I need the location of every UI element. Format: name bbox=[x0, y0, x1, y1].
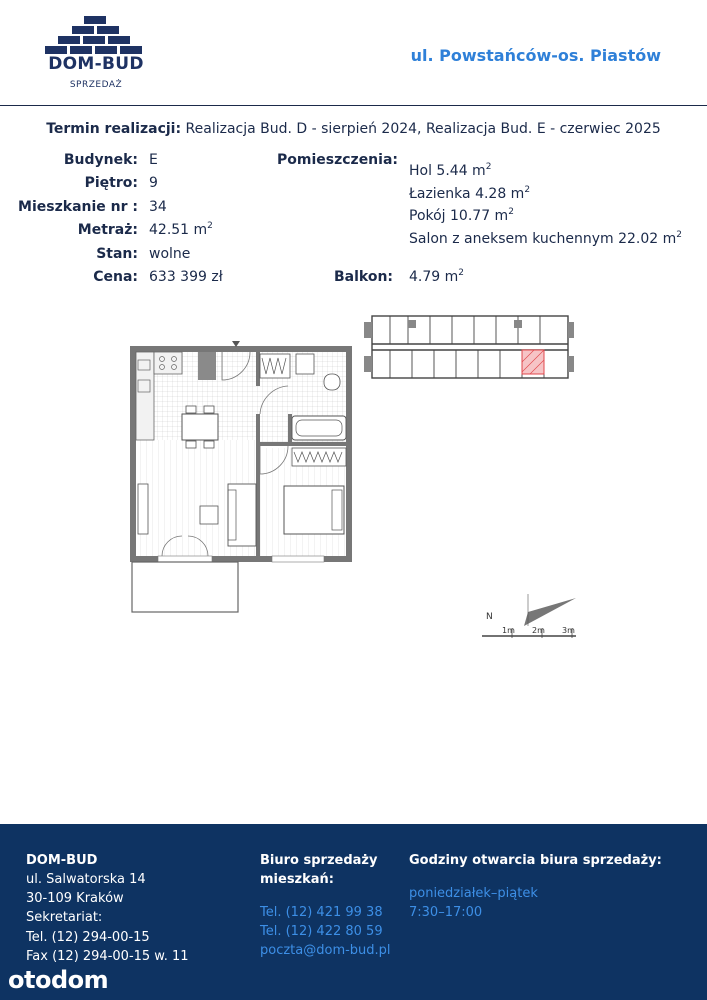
scale-2m: 2m bbox=[532, 626, 545, 635]
completion-term bbox=[0, 121, 707, 137]
footer-company: DOM-BUD bbox=[26, 853, 98, 868]
north-label: N bbox=[486, 612, 493, 622]
price-value: 633 399 zł bbox=[149, 269, 223, 285]
sales-tel-1-link[interactable]: Tel. (12) 421 99 38 bbox=[260, 905, 383, 920]
opening-hours-days: poniedziałek–piątek bbox=[409, 886, 538, 901]
scale-3m: 3m bbox=[562, 626, 575, 635]
floor-label: Piętro: bbox=[84, 175, 138, 191]
sales-office-title-2: mieszkań: bbox=[260, 872, 334, 887]
room-hall: Hol 5.44 $m^2$ bbox=[409, 162, 492, 179]
price-label: Cena: bbox=[93, 269, 138, 285]
area-label: Metraż: bbox=[77, 222, 138, 238]
room-bedroom: Pokój 10.77 $m^2$ bbox=[409, 207, 514, 224]
building-key-plan bbox=[364, 310, 574, 386]
balcony-value: 4.79 $m^2$ bbox=[409, 268, 464, 285]
rooms-label: Pomieszczenia: bbox=[277, 152, 398, 168]
building-value: E bbox=[149, 152, 158, 168]
footer-fax: Fax (12) 294-00-15 w. 11 bbox=[26, 949, 189, 964]
header-divider bbox=[0, 105, 707, 106]
scale-1m: 1m bbox=[502, 626, 515, 635]
opening-hours-title: Godziny otwarcia biura sprzedaży: bbox=[409, 853, 662, 868]
apartment-floor-plan bbox=[128, 336, 356, 616]
footer-secretariat: Sekretariat: bbox=[26, 910, 103, 925]
opening-hours-time: 7:30–17:00 bbox=[409, 905, 483, 920]
apartment-number-value: 34 bbox=[149, 199, 167, 215]
otodom-watermark: otodom bbox=[8, 966, 109, 994]
logo-name: DOM-BUD bbox=[48, 54, 144, 74]
compass-scale-bar bbox=[482, 592, 582, 640]
room-living-kitchen: Salon z aneksem kuchennym 22.02 $m^2$ bbox=[409, 230, 682, 247]
logo-subtitle: SPRZEDAŻ bbox=[69, 80, 123, 90]
status-value: wolne bbox=[149, 246, 191, 262]
investment-address: ul. Powstańców-os. Piastów bbox=[410, 46, 661, 65]
status-label: Stan: bbox=[96, 246, 138, 262]
footer-street: ul. Salwatorska 14 bbox=[26, 872, 146, 887]
building-label: Budynek: bbox=[63, 152, 138, 168]
footer-tel: Tel. (12) 294-00-15 bbox=[26, 930, 150, 945]
apartment-number-label: Mieszkanie nr : bbox=[18, 199, 138, 215]
term-label: Termin realizacji: bbox=[46, 121, 182, 137]
footer-city: 30-109 Kraków bbox=[26, 891, 124, 906]
sales-tel-2-link[interactable]: Tel. (12) 422 80 59 bbox=[260, 924, 383, 939]
balcony-label: Balkon: bbox=[334, 269, 394, 285]
term-value: Realizacja Bud. D - sierpień 2024, Realizacja Bud. E - czerwiec 2025 bbox=[185, 121, 661, 137]
sales-office-title: Biuro sprzedaży bbox=[260, 853, 378, 868]
floor-value: 9 bbox=[149, 175, 158, 191]
area-value: 42.51 $m^2$ bbox=[149, 221, 213, 238]
room-bathroom: Łazienka 4.28 $m^2$ bbox=[409, 185, 531, 202]
sales-email-link[interactable]: poczta@dom-bud.pl bbox=[260, 943, 391, 958]
